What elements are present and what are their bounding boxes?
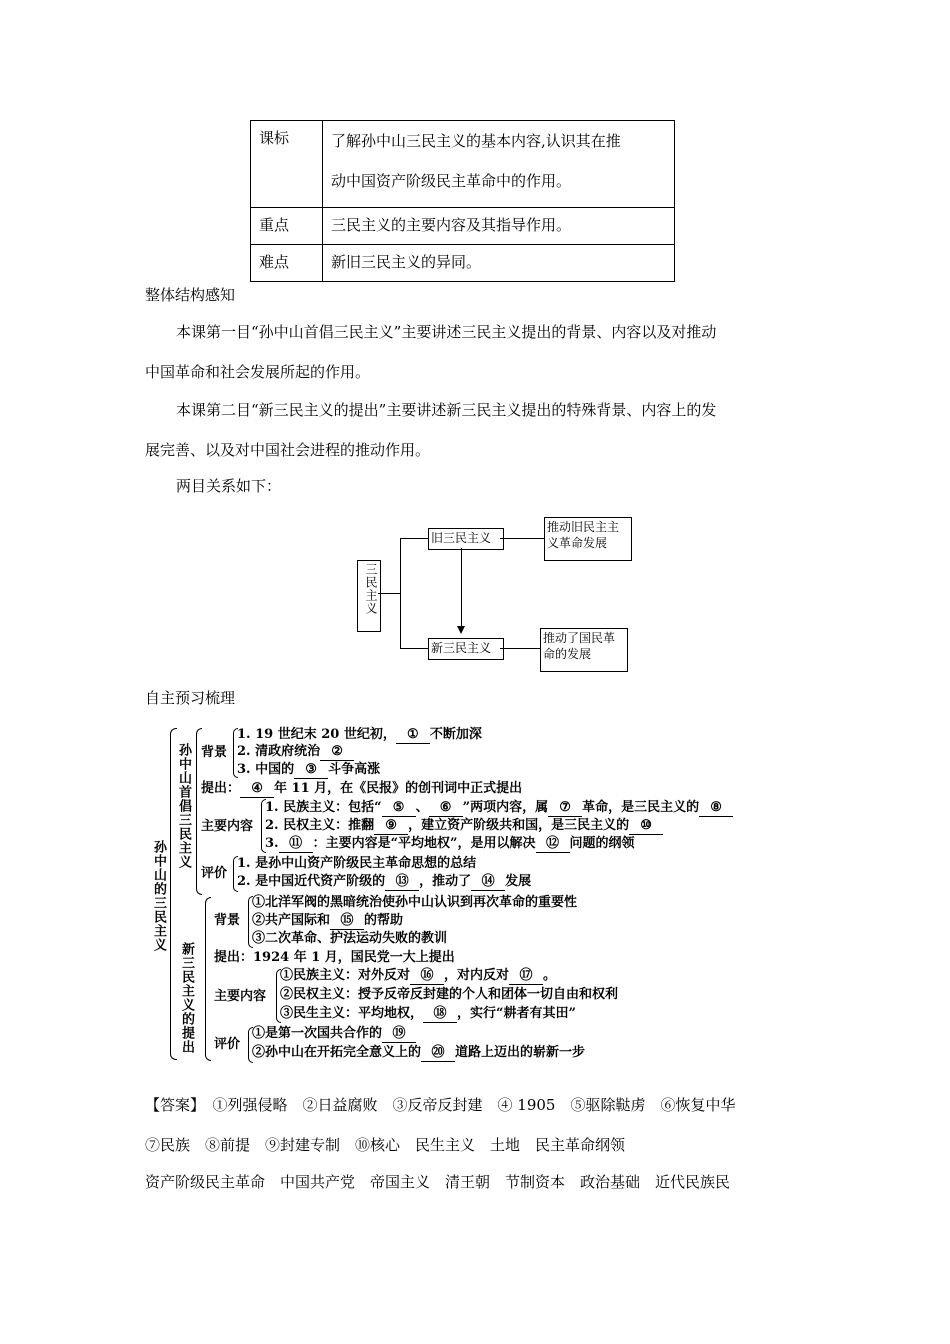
paragraph-1: 本课第一目“孙中山首倡三民主义”主要讲述三民主义提出的背景、内容以及对推动 — [176, 323, 717, 341]
b1-proposal: 提出： ④ 年 11 月，在《民报》的创刊词中正式提出 — [201, 781, 523, 796]
row-label: 课标 — [251, 121, 323, 208]
paragraph-2-cont: 展完善、以及对中国社会进程的推动作用。 — [145, 441, 431, 459]
b2-bg-2: ②共产国际和 ⑮ 的帮助 — [252, 913, 404, 928]
row-text: 了解孙中山三民主义的基本内容,认识其在推 动中国资产阶级民主革命中的作用。 — [323, 121, 675, 208]
table-row — [251, 208, 675, 245]
b2-bg-1: ①北洋军阀的黑暗统治使孙中山认识到再次革命的重要性 — [252, 895, 578, 910]
arrow-down-icon — [457, 626, 465, 634]
b2-content-3: ③民生主义：平均地权， ⑱ ，实行“耕者有其田” — [280, 1006, 576, 1021]
b1-bg-1: 1. 19 世纪末 20 世纪初， ① 不断加深 — [237, 727, 482, 742]
b2-proposal: 提出：1924 年 1 月，国民党一大上提出 — [214, 950, 455, 965]
tree-branch-2: 新三民主义的提出 — [179, 942, 194, 1054]
b2-eval-2: ②孙中山在开拓完全意义上的 ⑳ 道路上迈出的崭新一步 — [252, 1045, 586, 1060]
paragraph-3: 两目关系如下： — [176, 477, 282, 495]
tree-branch-1: 孙中山首倡三民主义 — [176, 743, 191, 869]
diagram-new: 新三民主义 — [428, 638, 504, 660]
b2-content-2: ②民权主义：授予反帝反封建的个人和团体一切自由和权利 — [280, 987, 619, 1002]
section-title-structure: 整体结构感知 — [145, 286, 236, 304]
b1-eval-label: 评价 — [201, 866, 228, 881]
row-label: 重点 — [251, 208, 323, 245]
diagram-new-effect: 推动了国民革命的发展 — [540, 628, 628, 672]
b1-eval-2: 2. 是中国近代资产阶级的 ⑬ ，推动了 ⑭ 发展 — [237, 874, 532, 889]
b2-content-1: ①民族主义：对外反对 ⑯ ，对内反对 ⑰ 。 — [280, 968, 557, 983]
b2-content-label: 主要内容 — [214, 989, 267, 1004]
answer-line-1: 【答案】 ①列强侵略 ②日益腐败 ③反帝反封建 ④ 1905 ⑤驱除鞑虏 ⑥恢复中华 — [145, 1096, 736, 1114]
diagram-old-effect: 推动旧民主主义革命发展 — [544, 517, 632, 561]
row-label: 难点 — [251, 245, 323, 282]
answer-line-2: ⑦民族 ⑧前提 ⑨封建专制 ⑩核心 民生主义 土地 民主革命纲领 — [145, 1136, 626, 1154]
answer-line-3: 资产阶级民主革命 中国共产党 帝国主义 清王朝 节制资本 政治基础 近代民族民 — [145, 1173, 731, 1191]
info-table — [250, 120, 675, 282]
row-text: 三民主义的主要内容及其指导作用。 — [323, 208, 675, 245]
row-text: 新旧三民主义的异同。 — [323, 245, 675, 282]
diagram-old: 旧三民主义 — [428, 528, 504, 550]
b1-eval-1: 1. 是孙中山资产阶级民主革命思想的总结 — [237, 856, 477, 871]
paragraph-1-cont: 中国革命和社会发展所起的作用。 — [145, 363, 371, 381]
b1-content-3: 3. ⑪ ：主要内容是“平均地权”，是用以解决 ⑫ 问题的纲领 — [265, 836, 635, 851]
section-title-preview: 自主预习梳理 — [145, 689, 236, 707]
b2-eval-1: ①是第一次国共合作的 ⑲ — [252, 1025, 416, 1043]
b1-bg-label: 背景 — [201, 745, 228, 760]
table-row — [251, 121, 675, 208]
diagram-root: 三民主义 — [357, 560, 381, 632]
b1-content-1: 1. 民族主义：包括“ ⑤ 、 ⑥ ”两项内容，属 ⑦ 革命，是三民主义的 ⑧ — [265, 799, 733, 817]
tree-root: 孙中山的三民主义 — [151, 840, 166, 952]
b2-eval-label: 评价 — [214, 1037, 241, 1052]
table-row — [251, 245, 675, 282]
b2-bg-3: ③二次革命、护法运动失败的教训 — [252, 931, 448, 946]
b1-bg-2: 2. 清政府统治 ② — [237, 743, 354, 761]
paragraph-2: 本课第二目“新三民主义的提出”主要讲述新三民主义提出的特殊背景、内容上的发 — [176, 401, 717, 419]
b1-content-label: 主要内容 — [201, 819, 254, 834]
b1-content-2: 2. 民权主义：推翻 ⑨ ，建立资产阶级共和国，是三民主义的 ⑩ — [265, 817, 663, 835]
b1-bg-3: 3. 中国的 ③ 斗争高涨 — [237, 762, 381, 777]
b2-bg-label: 背景 — [214, 913, 241, 928]
